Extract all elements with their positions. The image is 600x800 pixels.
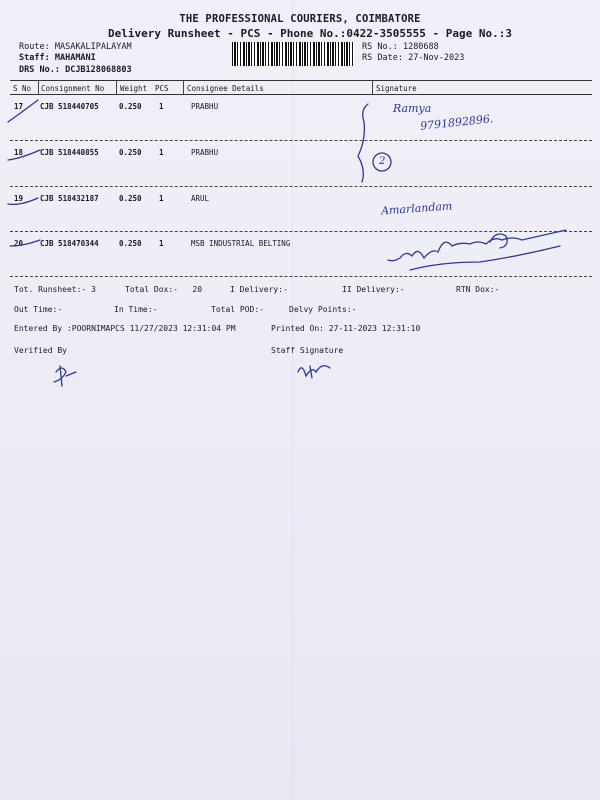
row-pcs: 1 <box>159 239 164 248</box>
row-consignment: CJB 518432187 <box>40 194 99 203</box>
col-header-consignee: Consignee Details <box>187 84 264 93</box>
row-weight: 0.250 <box>119 194 142 203</box>
staff-signature-label: Staff Signature <box>271 346 344 355</box>
drs-line <box>19 65 132 75</box>
staff-value: MAHAMANI <box>54 53 96 63</box>
route-line <box>19 42 132 52</box>
entered-by: Entered By :POORNIMAPCS 11/27/2023 12:31:04 PM <box>14 324 236 333</box>
row-separator <box>10 140 592 141</box>
drs-barcode <box>232 42 354 66</box>
route-label: Route: <box>19 42 50 52</box>
col-header-consignment: Consignment No <box>41 84 105 93</box>
rs-date-line <box>362 53 464 63</box>
total-pod: Total POD:- <box>211 305 264 314</box>
in-time: In Time:- <box>114 305 158 314</box>
row-pcs: 1 <box>159 102 164 111</box>
col-divider <box>372 80 373 94</box>
staff-signature-scribble <box>298 366 330 378</box>
row-separator <box>10 276 592 277</box>
out-time: Out Time:- <box>14 305 63 314</box>
row-sno: 17 <box>14 102 24 111</box>
row-weight: 0.250 <box>119 148 142 157</box>
row-sno: 20 <box>14 239 24 248</box>
staff-line <box>19 53 96 63</box>
signature-underline <box>410 246 560 270</box>
row-consignee: ARUL <box>191 194 210 203</box>
signature-scribble <box>388 230 566 261</box>
row-separator <box>10 231 592 232</box>
row-consignment: CJB 518440855 <box>40 148 99 157</box>
verified-mark <box>54 366 76 386</box>
delvy-points: Delvy Points:- <box>289 305 357 314</box>
rs-no-value: 1280688 <box>402 42 439 52</box>
route-value: MASAKALIPALAYAM <box>54 42 132 52</box>
col-divider <box>183 80 184 94</box>
staff-label: Staff: <box>19 53 50 63</box>
col-header-weight: Weight <box>120 84 148 93</box>
table-top-rule <box>10 80 592 81</box>
runsheet-subtitle: Delivery Runsheet - PCS - Phone No.:0422-3505555 - Page No.:3 <box>108 27 512 40</box>
row17-handwritten-name: Ramya <box>393 102 432 115</box>
signature-loop <box>490 234 507 248</box>
row-separator <box>10 186 592 187</box>
company-title: THE PROFESSIONAL COURIERS, COIMBATORE <box>179 13 421 25</box>
i-delivery: I Delivery:- <box>230 285 288 294</box>
rs-date-value: 27-Nov-2023 <box>408 53 465 63</box>
drs-label: DRS No.: <box>19 65 60 75</box>
row19-signature: Amarlandam <box>380 199 453 218</box>
row-consignee: MSB INDUSTRIAL BELTING <box>191 239 291 248</box>
printed-on: Printed On: 27-11-2023 12:31:10 <box>271 324 421 333</box>
row-sno: 19 <box>14 194 24 203</box>
row-sno: 18 <box>14 148 24 157</box>
row-pcs: 1 <box>159 194 164 203</box>
row-consignment: CJB 518440705 <box>40 102 99 111</box>
col-header-signature: Signature <box>376 84 417 93</box>
col-header-pcs: PCS <box>155 84 169 93</box>
verified-by: Verified By <box>14 346 67 355</box>
rs-no-line <box>362 42 439 52</box>
row-consignee: PRABHU <box>191 102 219 111</box>
row-weight: 0.250 <box>119 102 142 111</box>
col-divider <box>38 80 39 94</box>
tot-runsheet: Tot. Runsheet:- 3 <box>14 285 96 294</box>
paper-fold <box>292 0 293 800</box>
bracket-number: 2 <box>379 156 386 167</box>
tick-mark <box>8 150 40 160</box>
col-header-sno: S No <box>13 84 32 93</box>
ii-delivery: II Delivery:- <box>342 285 405 294</box>
rtn-dox: RTN Dox:- <box>456 285 500 294</box>
total-dox: Total Dox:- 20 <box>125 285 203 294</box>
table-header-rule <box>10 94 592 95</box>
rs-no-label: RS No.: <box>362 42 398 52</box>
row-weight: 0.250 <box>119 239 142 248</box>
col-divider <box>116 80 117 94</box>
row-consignment: CJB 518470344 <box>40 239 99 248</box>
brace-mark <box>358 104 368 182</box>
rs-date-label: RS Date: <box>362 53 403 63</box>
row-consignee: PRABHU <box>191 148 219 157</box>
row17-handwritten-phone: 9791892896. <box>419 112 494 133</box>
drs-value: DCJB128068803 <box>65 65 132 75</box>
row-pcs: 1 <box>159 148 164 157</box>
